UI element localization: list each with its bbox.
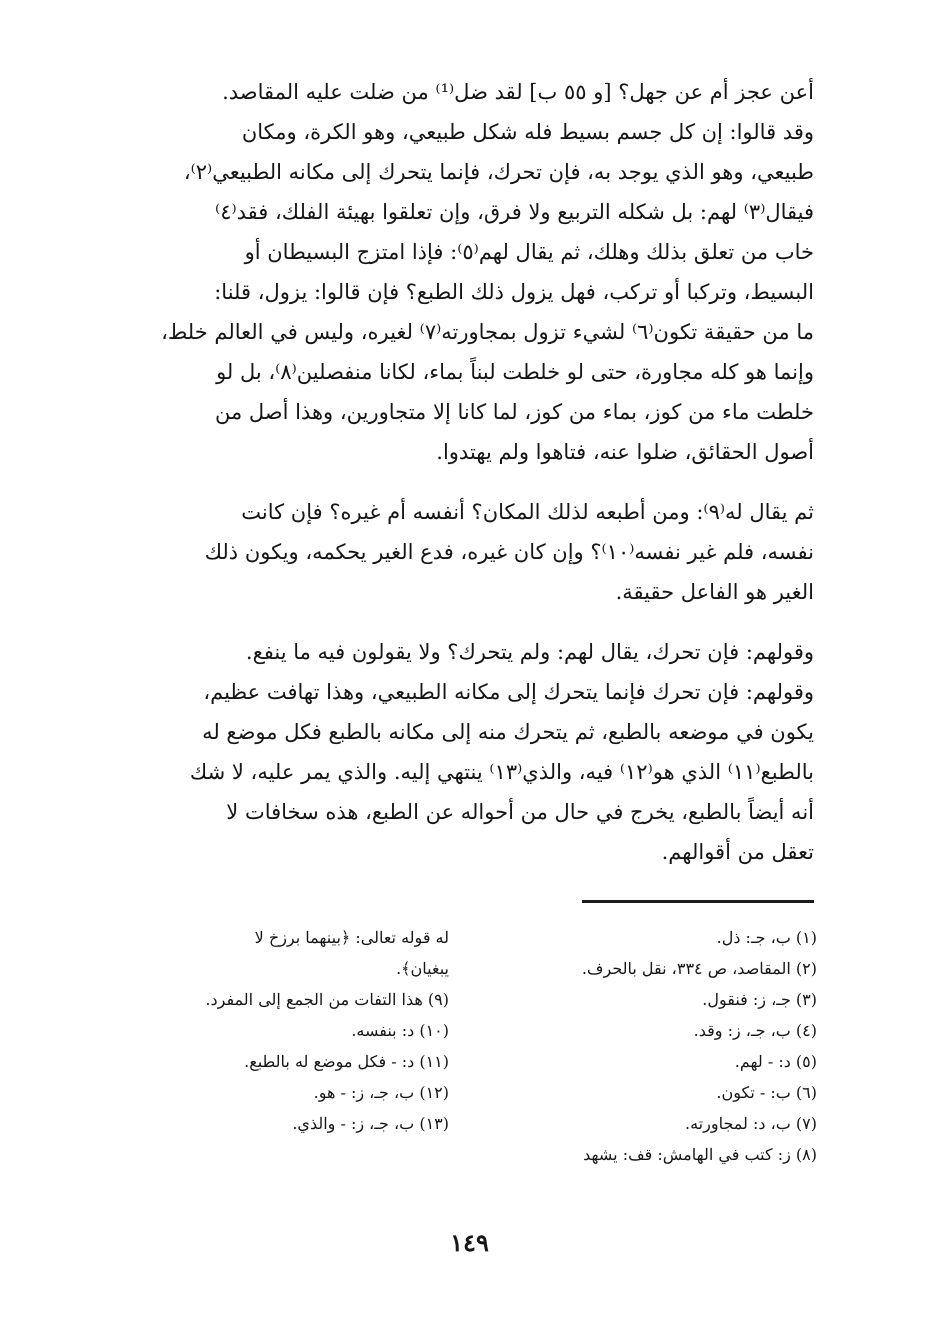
text-line: فيقال⁽٣⁾ لهم: بل شكله التربيع ولا فرق، وإن تعلقوا بهيئة الفلك، فقد⁽٤⁾ [215, 200, 814, 224]
text-line: بالطبع⁽١١⁾ الذي هو⁽١٢⁾ فيه، والذي⁽١٣⁾ ينتهي إليه. والذي يمر عليه، لا شك [189, 760, 814, 784]
paragraph-2 [124, 492, 814, 612]
footnote: (٥) د: - لهم. [734, 1052, 817, 1071]
text-line: وقولهم: فإن تحرك فإنما يتحرك إلى مكانه الطبيعي، وهذا تهافت عظيم، [203, 680, 814, 704]
footnote: (١٠) د: بنفسه. [351, 1021, 449, 1040]
footnote: (٣) جـ، ز: فنقول. [702, 990, 817, 1009]
footnote-divider [582, 900, 814, 903]
text-line: أصول الحقائق، ضلوا عنه، فتاهوا ولم يهتدوا. [436, 440, 814, 464]
text-line: خلطت ماء من كوز، بماء من كوز، لما كانا إلا متجاورين، وهذا أصل من [214, 400, 814, 424]
footnote: (٤) ب، جـ، ز: وقد. [693, 1021, 817, 1040]
footnote: له قوله تعالى: ﴿بينهما برزخ لا [254, 928, 449, 947]
text-line: أنه أيضاً بالطبع، يخرج في حال من أحواله عن الطبع، هذه سخافات لا [226, 800, 814, 824]
text-line: تعقل من أقوالهم. [661, 840, 814, 864]
footnote: (٦) ب: - تكون. [716, 1083, 817, 1102]
text-line: يكون في موضعه بالطبع، ثم يتحرك منه إلى مكانه بالطبع فكل موضع له [202, 720, 814, 744]
footnote: (٧) ب، د: لمجاورته. [685, 1114, 817, 1133]
text-line: أعن عجز أم عن جهل؟ [و ٥٥ ب] لقد ضل⁽¹⁾ من ضلت عليه المقاصد. [222, 80, 814, 104]
footnote: (١٣) ب، جـ، ز: - والذي. [292, 1114, 449, 1133]
footnote: (٨) ز: كتب في الهامش: قف: يشهد [583, 1145, 817, 1164]
paragraph-1 [124, 72, 814, 472]
footnote: (٩) هذا التفات من الجمع إلى المفرد. [205, 990, 449, 1009]
page-number: ١٤٩ [450, 1228, 489, 1257]
text-line: طبيعي، وهو الذي يوجد به، فإن تحرك، فإنما يتحرك إلى مكانه الطبيعي⁽٢⁾، [183, 160, 814, 184]
text-line: الغير هو الفاعل حقيقة. [615, 580, 814, 604]
footnote: (١) ب، جـ: ذل. [716, 928, 817, 947]
footnote: (٢) المقاصد، ص ٣٣٤، نقل بالحرف. [581, 959, 817, 978]
text-line: وقولهم: فإن تحرك، يقال لهم: ولم يتحرك؟ ولا يقولون فيه ما ينفع. [245, 640, 814, 664]
text-line: ثم يقال له⁽٩⁾: ومن أطبعه لذلك المكان؟ أنفسه أم غيره؟ فإن كانت [241, 500, 814, 524]
paragraph-3 [124, 632, 814, 872]
footnotes-right-column [487, 922, 817, 1170]
text-line: ما من حقيقة تكون⁽٦⁾ لشيء تزول بمجاورته⁽٧⁾ لغيره، وليس في العالم خلط، [161, 320, 814, 344]
text-line: وقد قالوا: إن كل جسم بسيط فله شكل طبيعي، وهو الكرة، ومكان [241, 120, 814, 144]
footnote: (١٢) ب، جـ، ز: - هو. [313, 1083, 449, 1102]
text-line: خاب من تعلق بذلك وهلك، ثم يقال لهم⁽٥⁾: فإذا امتزج البسيطان أو [244, 240, 814, 264]
text-line: البسيط، وتركبا أو تركب، فهل يزول ذلك الطبع؟ فإن قالوا: يزول، قلنا: [214, 280, 814, 304]
text-line: نفسه، فلم غير نفسه⁽١٠⁾؟ وإن كان غيره، فدع الغير يحكمه، ويكون ذلك [204, 540, 814, 564]
text-line: وإنما هو كله مجاورة، حتى لو خلطت لبناً بماء، لكانا منفصلين⁽٨⁾، بل لو [216, 360, 814, 384]
footnote: (١١) د: - فكل موضع له بالطبع. [244, 1052, 449, 1071]
footnotes-left-column [119, 922, 449, 1139]
footnote: يبغيان﴾. [396, 959, 449, 978]
